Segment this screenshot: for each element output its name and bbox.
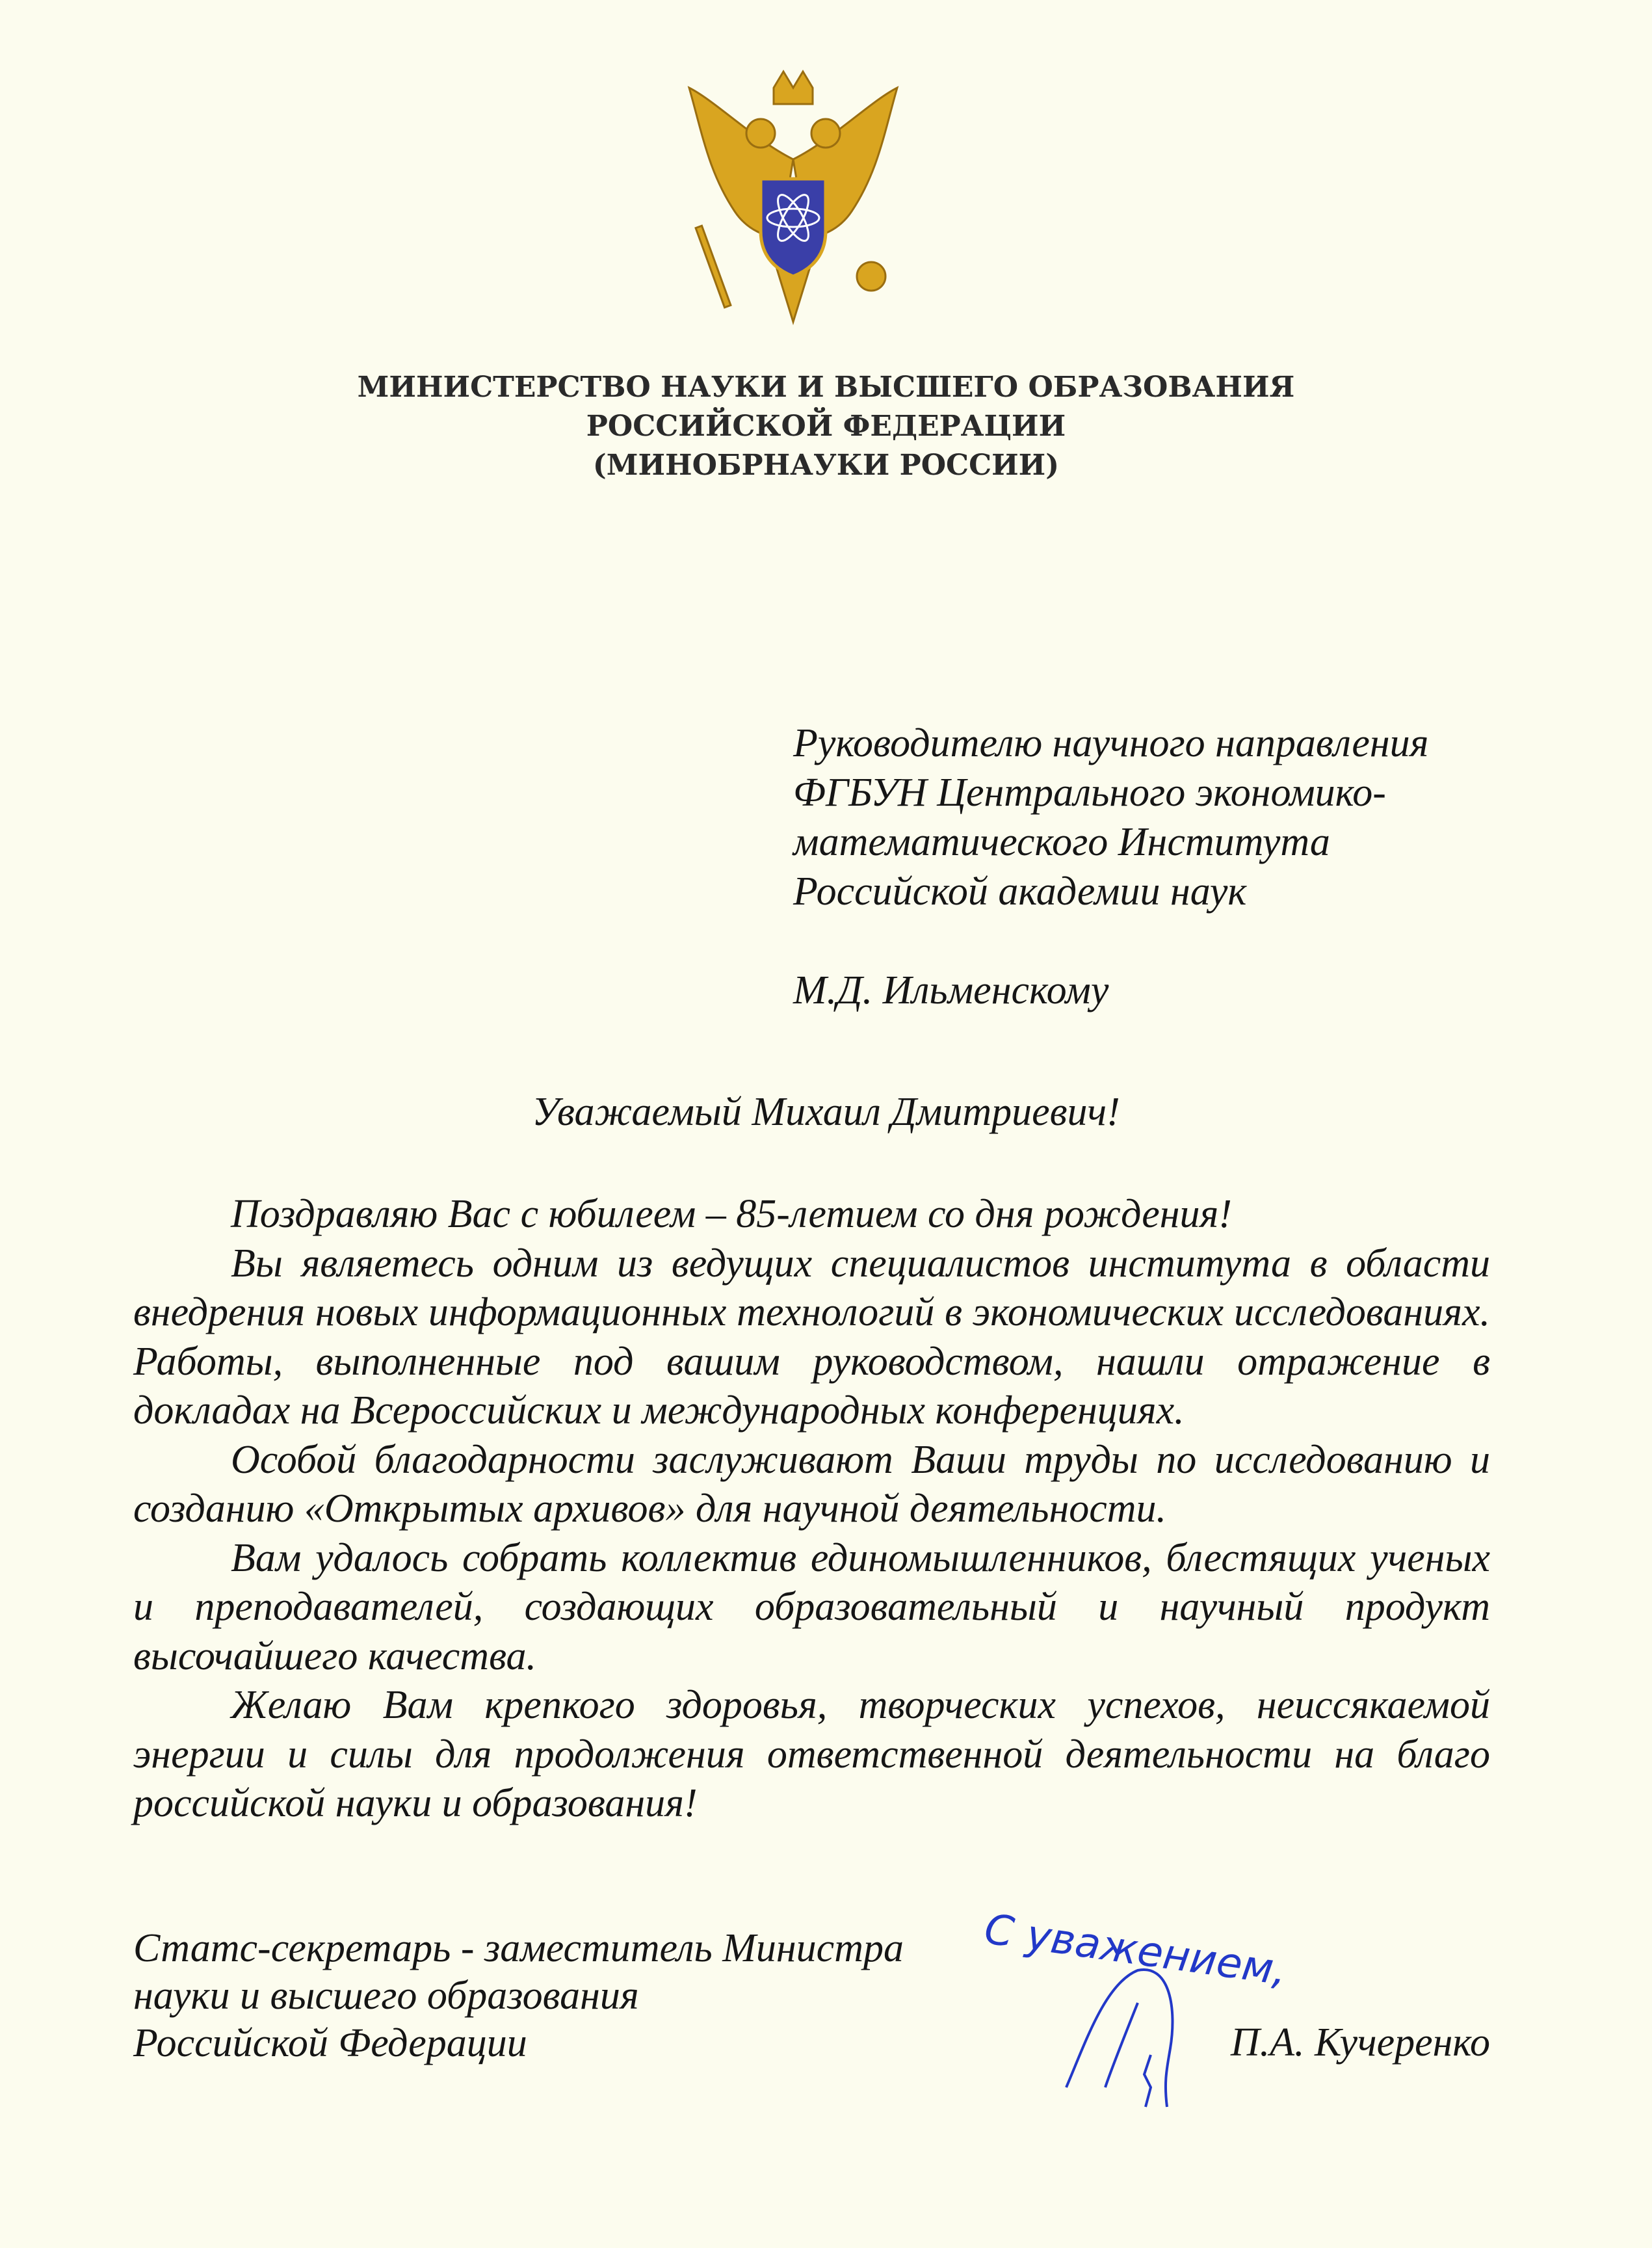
- addressee-name: М.Д. Ильменскому: [793, 968, 1109, 1012]
- ministry-name-line1: МИНИСТЕРСТВО НАУКИ И ВЫСШЕГО ОБРАЗОВАНИЯ: [357, 371, 1295, 404]
- coat-of-arms-emblem: [676, 62, 910, 341]
- signatory-title-line: науки и высшего образования: [133, 1974, 639, 2018]
- ministry-short-name: (МИНОБРНАУКИ РОССИИ): [592, 449, 1060, 482]
- paragraph: Вы являетесь одним из ведущих специалистов института в области внедрения новых информационных технологий в экономических исследованиях. Работы, выполненные под вашим руководством, нашли отражение в докладах на Всероссийских и международных конференциях.: [133, 1241, 1490, 1433]
- paragraph: Поздравляю Вас с юбилеем – 85-летием со дня рождения!: [231, 1192, 1232, 1236]
- addressee-block: [793, 719, 1573, 1015]
- addressee-line: ФГБУН Центрального экономико-: [793, 771, 1386, 815]
- ministry-name-line2: РОССИЙСКОЙ ФЕДЕРАЦИИ: [586, 410, 1066, 443]
- signatory-title: [133, 1925, 904, 2067]
- addressee-line: Российской академии наук: [793, 869, 1247, 914]
- handwritten-signature: [1040, 1957, 1209, 2126]
- signatory-name: П.А. Кучеренко: [1230, 2020, 1490, 2065]
- salutation: Уважаемый Михаил Дмитриевич!: [532, 1090, 1120, 1134]
- signatory-title-line: Статс-секретарь - заместитель Министра: [133, 1926, 904, 1970]
- paragraph: Особой благодарности заслуживают Ваши труды по исследованию и созданию «Открытых архивов» для научной деятельности.: [133, 1437, 1490, 1531]
- handwritten-closing: С уважением,: [981, 1905, 1290, 1996]
- addressee-line: Руководителю научного направления: [793, 721, 1429, 765]
- paragraph: Желаю Вам крепкого здоровья, творческих успехов, неиссякаемой энергии и силы для продолжения ответственной деятельности на благо российской науки и образования!: [133, 1683, 1490, 1825]
- addressee-line: математического Института: [793, 820, 1330, 864]
- signatory-title-line: Российской Федерации: [133, 2021, 527, 2065]
- paragraph: Вам удалось собрать коллектив единомышленников, блестящих ученых и преподавателей, создающих образовательный и научный продукт высочайшего качества.: [133, 1535, 1490, 1678]
- letter-body: [133, 1190, 1490, 1829]
